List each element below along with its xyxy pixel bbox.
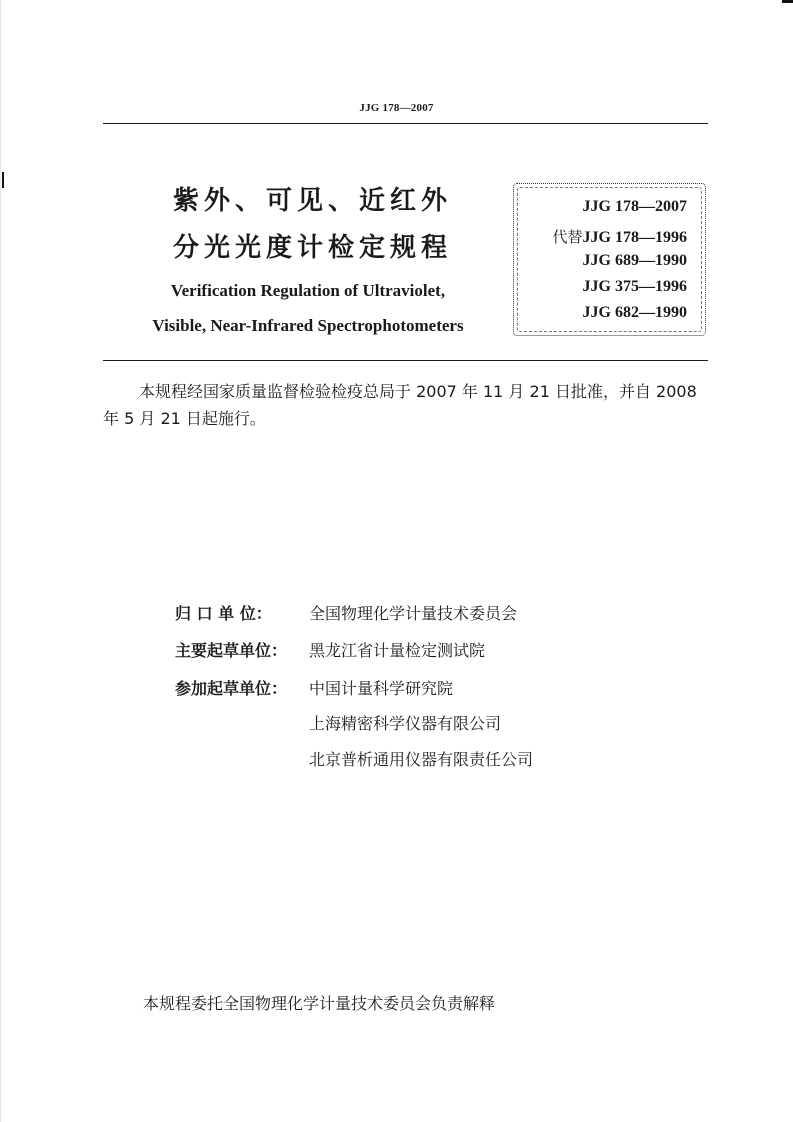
page-edge: [0, 0, 1, 1122]
responsible-unit-value: 全国物理化学计量技术委员会: [309, 604, 518, 623]
drafting-unit-value: 黑龙江省计量检定测试院: [309, 641, 486, 660]
drafting-unit-row: [175, 638, 485, 661]
scan-mark: [2, 172, 4, 188]
participating-unit-row: [175, 711, 501, 734]
responsible-unit-row: [175, 601, 517, 624]
title-rule: [103, 360, 708, 361]
participating-unit-row: [175, 747, 533, 770]
title-chinese-line-2: 分光光度计检定规程: [173, 233, 453, 263]
header-rule: [103, 123, 708, 124]
title-chinese-line-1: 紫外、可见、近红外: [173, 186, 453, 216]
participating-unit-row: [175, 676, 453, 699]
title-english-line-1: Verification Regulation of Ultraviolet,: [170, 281, 446, 300]
replacement-box: [513, 183, 706, 336]
replace-prefix: 代替: [552, 228, 583, 246]
interpretation-statement: 本规程委托全国物理化学计量技术委员会负责解释: [143, 994, 496, 1013]
replaced-standard-code: JJG 178—1996: [582, 229, 687, 246]
participating-unit-value: 上海精密科学仪器有限公司: [309, 714, 502, 733]
participating-unit-value: 北京普析通用仪器有限责任公司: [309, 750, 534, 769]
approval-statement: 本规程经国家质量监督检验检疫总局于 2007 年 11 月 21 日批准，并自 2008 年 5 月 21 日起施行。: [103, 382, 697, 428]
title-english-line-2: Visible, Near-Infrared Spectrophotometers: [152, 316, 464, 335]
current-standard-code: JJG 178—2007: [582, 198, 687, 215]
header-standard-code: JJG 178—2007: [359, 102, 434, 114]
responsible-unit-label: 归 口 单 位：: [175, 604, 272, 623]
drafting-unit-label: 主要起草单位：: [175, 641, 288, 660]
scan-mark: [782, 0, 793, 3]
participating-unit-value: 中国计量科学研究院: [309, 679, 454, 698]
participating-unit-label: 参加起草单位：: [175, 679, 288, 698]
replaced-standard-code: JJG 682—1990: [582, 304, 687, 321]
replaced-standard-code: JJG 375—1996: [582, 278, 687, 295]
replaced-standard-code: JJG 689—1990: [582, 252, 687, 269]
replaced-standard-line: [553, 226, 687, 247]
